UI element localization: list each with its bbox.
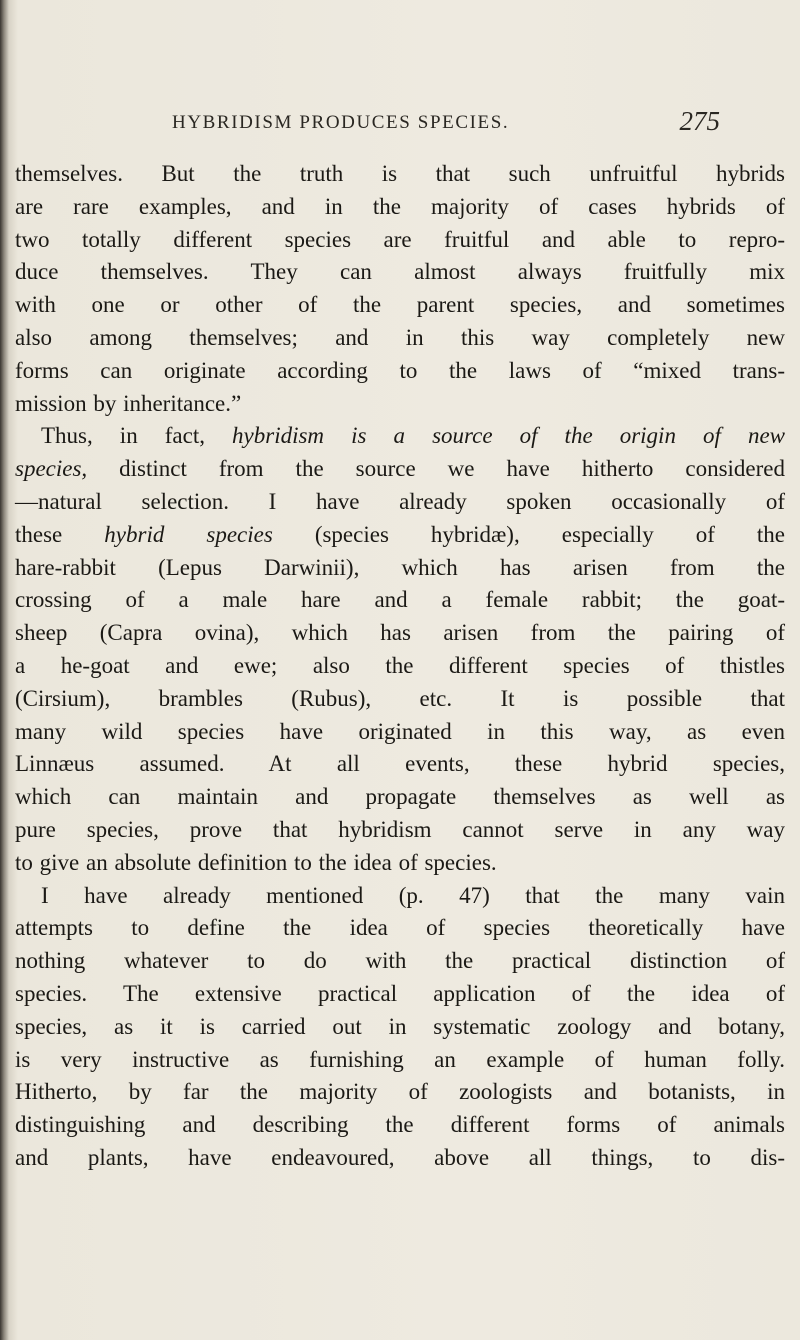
text-line: species. The extensive practical application of the idea of (15, 980, 785, 1006)
text-line: I have already mentioned (p. 47) that the many vain (41, 882, 785, 908)
text-line: forms can originate according to the laws of “mixed trans- (15, 357, 785, 383)
text-line: duce themselves. They can almost always fruitfully mix (15, 259, 785, 285)
text-line: with one or other of the parent species, and sometimes (15, 292, 785, 318)
text-line: a he-goat and ewe; also the different species of thistles (15, 652, 785, 678)
running-head: HYBRIDISM PRODUCES SPECIES. (172, 112, 510, 133)
text-line: Linnæus assumed. At all events, these hybrid species, (15, 751, 785, 777)
text-line: hare-rabbit (Lepus Darwinii), which has arisen from the (15, 554, 785, 580)
text-line: to give an absolute definition to the idea of species. (15, 849, 497, 875)
italic-phrase: species, (15, 456, 88, 482)
text-line: nothing whatever to do with the practical distinction of (15, 948, 785, 974)
text-line: which can maintain and propagate themselves as well as (15, 784, 785, 810)
text-line (15, 420, 785, 453)
text-line: species, as it is carried out in systematic zoology and botany, (15, 1013, 785, 1039)
text-line: also among themselves; and in this way completely new (15, 324, 785, 350)
text-line: Hitherto, by far the majority of zoologists and botanists, in (15, 1079, 785, 1105)
text-segment: distinct from the source we have hitherto considered (87, 456, 785, 482)
text-line (15, 453, 785, 486)
text-line: distinguishing and describing the different forms of animals (15, 1112, 785, 1138)
text-line: mission by inheritance.” (15, 390, 242, 416)
text-line: (Cirsium), brambles (Rubus), etc. It is possible that (15, 685, 785, 711)
text-line: sheep (Capra ovina), which has arisen from the pairing of (15, 620, 785, 646)
body-text (15, 158, 785, 1175)
text-line: attempts to define the idea of species theoretically have (15, 915, 785, 941)
italic-phrase: hybridism is a source of the origin of new (232, 423, 786, 449)
text-line: are rare examples, and in the majority of cases hybrids of (15, 193, 785, 219)
text-line: many wild species have originated in this way, as even (15, 718, 785, 744)
text-line (15, 519, 785, 552)
text-line: themselves. But the truth is that such unfruitful hybrids (15, 161, 785, 186)
text-segment: these (15, 521, 105, 547)
page-header (172, 106, 732, 144)
text-segment: (species hybridæ), especially of the (272, 521, 786, 547)
page-number: 275 (679, 106, 720, 136)
text-segment: Thus, in fact, (41, 423, 233, 449)
text-line: crossing of a male hare and a female rabbit; the goat- (15, 587, 785, 613)
italic-phrase: hybrid species (104, 521, 273, 547)
text-line: pure species, prove that hybridism cannot serve in any way (15, 816, 785, 842)
text-line: two totally different species are fruitful and able to repro- (15, 226, 785, 252)
text-line: is very instructive as furnishing an example of human folly. (15, 1046, 785, 1072)
text-line: —natural selection. I have already spoken occasionally of (15, 488, 785, 514)
text-line: and plants, have endeavoured, above all things, to dis- (15, 1144, 785, 1170)
